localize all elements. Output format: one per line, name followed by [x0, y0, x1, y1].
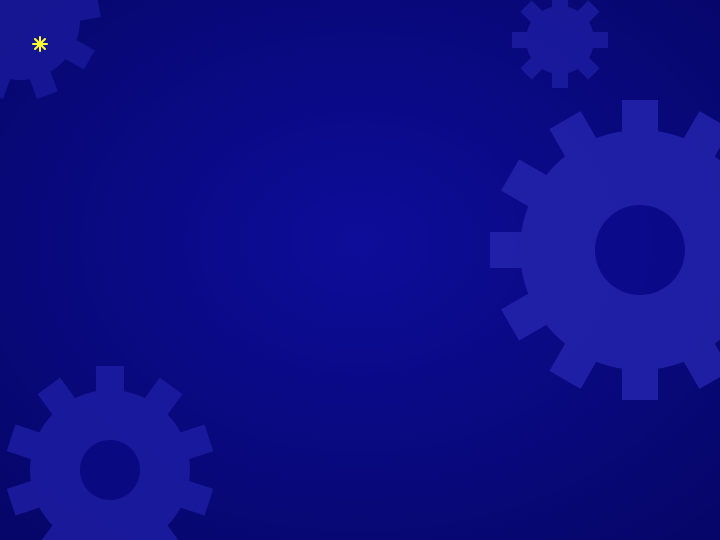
starburst-bullet-icon	[32, 36, 48, 52]
